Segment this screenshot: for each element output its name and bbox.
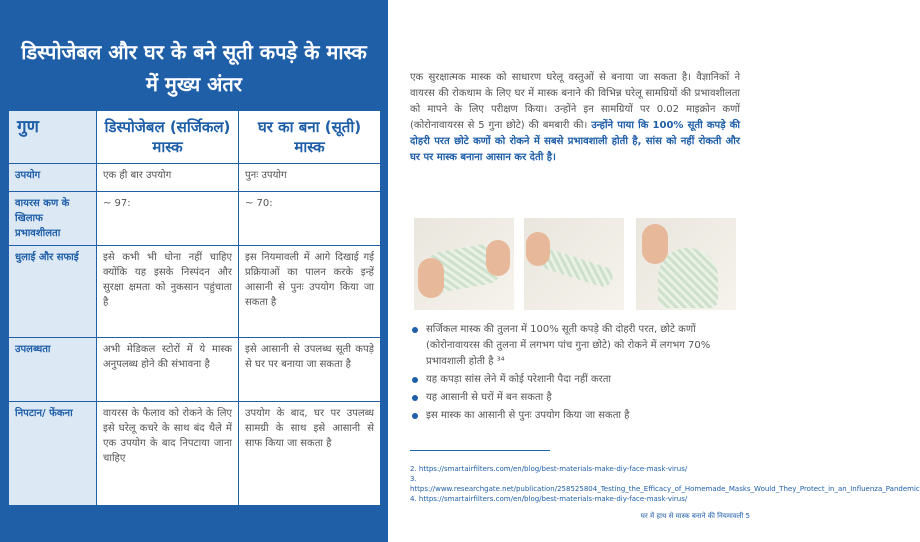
list-item: यह कपड़ा सांस लेने में कोई परेशानी पैदा नहीं करता — [410, 372, 740, 388]
reference-item[interactable]: 3. https://www.researchgate.net/publication/258525804_Testing_the_Efficacy_of_Homemade_Masks_Would_They_Protect_in_an_Influenza_Pandemic — [410, 475, 920, 493]
cell-homemade: इसे आसानी से उपलब्ध सूती कपड़े से घर पर बनाया जा सकता है — [239, 338, 381, 402]
table-row — [9, 338, 381, 402]
cell-homemade: पुनः उपयोग — [239, 164, 381, 192]
intro-paragraph — [410, 70, 740, 166]
left-panel — [0, 0, 388, 542]
row-label: उपयोग — [9, 164, 97, 192]
mask-photo-1 — [414, 218, 514, 310]
mask-photos — [414, 218, 740, 310]
comparison-table — [8, 110, 381, 506]
list-item: इस मास्क का आसानी से पुनः उपयोग किया जा सकता है — [410, 408, 740, 424]
header-disposable: डिस्पोजेबल (सर्जिकल) मास्क — [97, 111, 239, 164]
benefits-list — [410, 322, 740, 426]
row-label: धुलाई और सफाई — [9, 246, 97, 338]
right-column — [410, 70, 740, 166]
table-row — [9, 402, 381, 506]
cell-disposable: वायरस के फैलाव को रोकने के लिए इसे घरेलू कचरे के साथ बंद थैले में एक उपयोग के बाद निपटाया जाना चाहिए — [97, 402, 239, 506]
cell-disposable: अभी मेडिकल स्टोरों में ये मास्क अनुपलब्ध होने की संभावना है — [97, 338, 239, 402]
list-item: सर्जिकल मास्क की तुलना में 100% सूती कपड़े की दोहरी परत, छोटे कणों (कोरोनावायरस की तुलना में लगभग पांच गुना छोटे) को रोकने में लगभग 70% प्रभावशाली होती है ³⁴ — [410, 322, 740, 370]
mask-photo-2 — [524, 218, 624, 310]
intro-text: एक सुरक्षात्मक मास्क को साधारण घरेलू वस्तुओं से बनाया जा सकता है। वैज्ञानिकों ने वायरस की रोकथाम के लिए घर में मास्क बनाने की विभिन्न घरेलू सामग्रियों की प्रभावशीलता को मापने के लिए परीक्षण किया। उन्होंने इन सामग्रियों पर 0.02 माइक्रोन कणों (कोरोनावायरस से 5 गुना छोटे) की बमबारी की। — [410, 72, 740, 131]
table-row — [9, 164, 381, 192]
cell-disposable: इसे कभी भी धोना नहीं चाहिए क्योंकि यह इसके निस्पंदन और सुरक्षा क्षमता को नुकसान पहुंचाता है — [97, 246, 239, 338]
header-property: गुण — [9, 111, 97, 164]
references — [410, 464, 920, 504]
mask-photo-3 — [636, 218, 736, 310]
row-label: वायरस कण के खिलाफ प्रभावशीलता — [9, 192, 97, 246]
list-item: यह आसानी से घरों में बन सकता है — [410, 390, 740, 406]
header-homemade: घर का बना (सूती) मास्क — [239, 111, 381, 164]
cell-disposable: ~ 97: — [97, 192, 239, 246]
cell-disposable: एक ही बार उपयोग — [97, 164, 239, 192]
reference-item[interactable]: 4. https://smartairfilters.com/en/blog/best-materials-make-diy-face-mask-virus/ — [410, 495, 688, 503]
row-label: उपलब्धता — [9, 338, 97, 402]
table-row — [9, 192, 381, 246]
cell-homemade: इस नियमावली में आगे दिखाई गई प्रक्रियाओं का पालन करके इन्हें आसानी से पुनः उपयोग किया जा सकता है — [239, 246, 381, 338]
page-footer: घर में हाथ से मास्क बनाने की नियमावली 5 — [640, 512, 750, 520]
table-header-row — [9, 111, 381, 164]
intro-highlight: उन्होंने पाया कि 100% सूती कपड़े की दोहरी परत छोटे कणों को रोकने में सबसे प्रभावशाली होती है, सांस को नहीं रोकती और घर पर मास्क बनाना आसान कर देती है। — [410, 120, 740, 163]
reference-item[interactable]: 2. https://smartairfilters.com/en/blog/best-materials-make-diy-face-mask-virus/ — [410, 465, 688, 473]
cell-homemade: ~ 70: — [239, 192, 381, 246]
table-row — [9, 246, 381, 338]
page-title: डिस्पोजेबल और घर के बने सूती कपड़े के मास्क में मुख्य अंतर — [21, 40, 367, 96]
cell-homemade: उपयोग के बाद, घर पर उपलब्ध सामग्री के साथ इसे आसानी से साफ किया जा सकता है — [239, 402, 381, 506]
footnote-divider — [410, 450, 550, 451]
row-label: निपटान/ फेंकना — [9, 402, 97, 506]
